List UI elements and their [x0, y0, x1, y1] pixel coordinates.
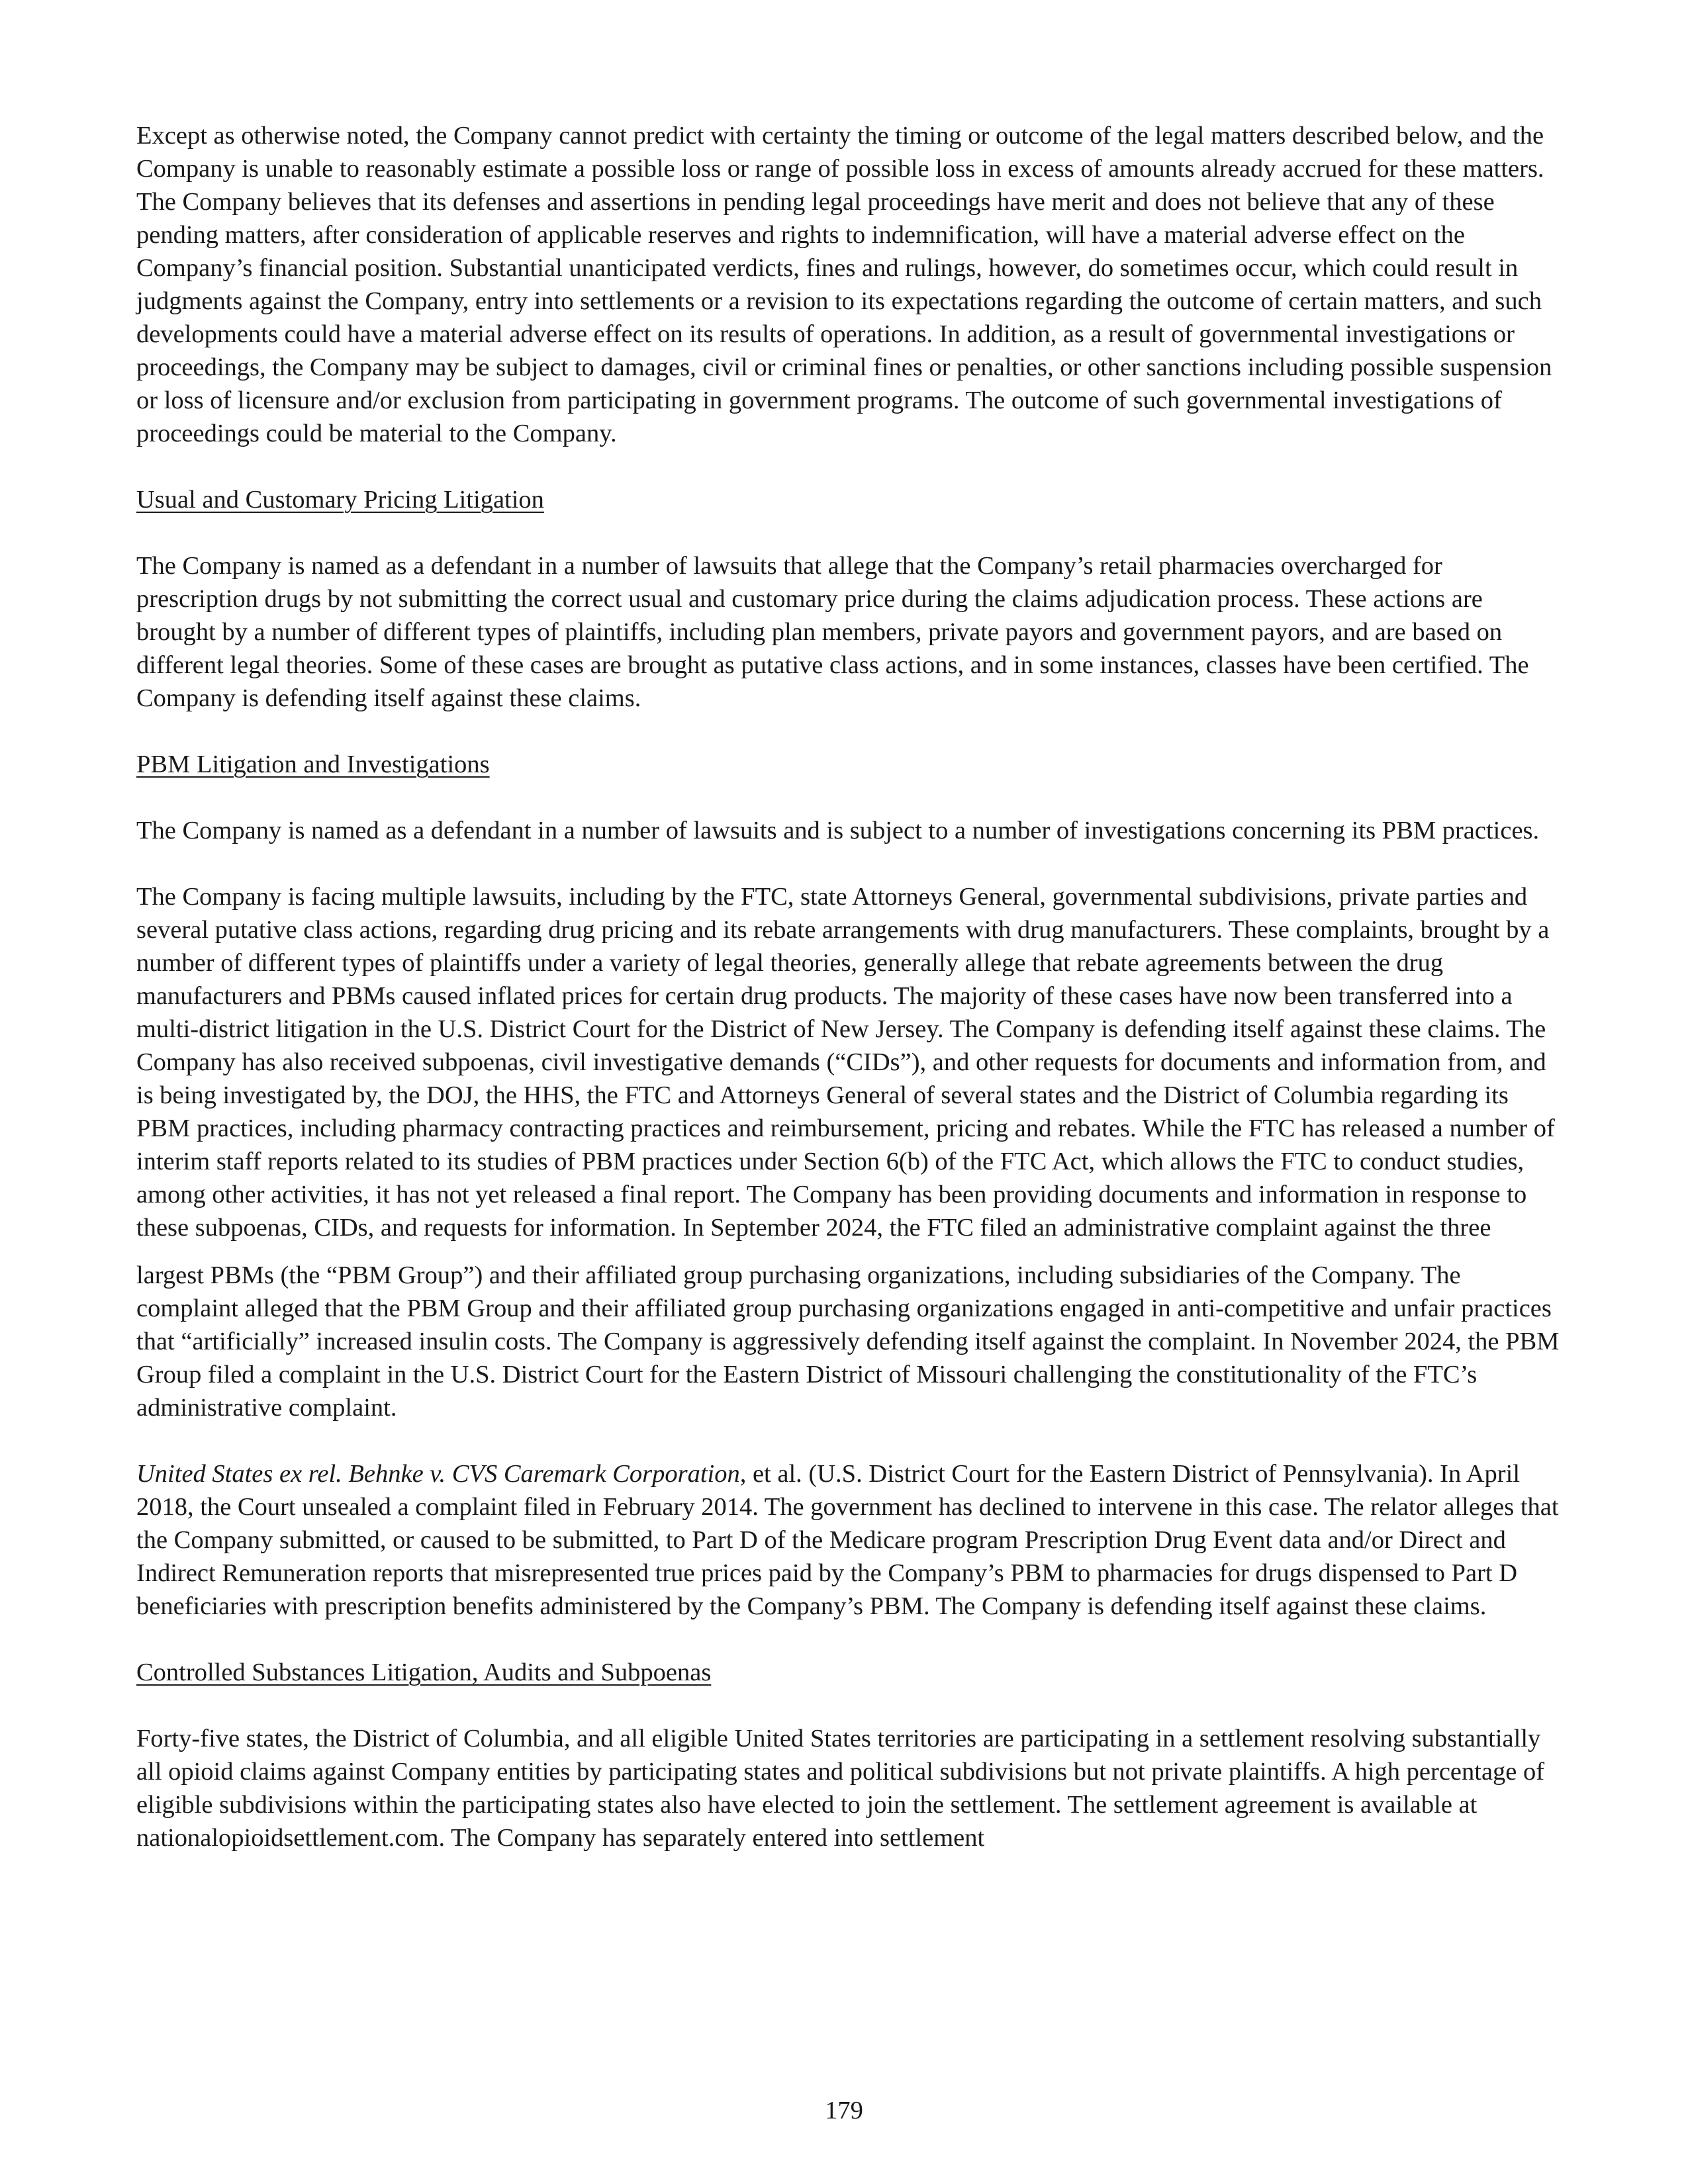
case-name: United States ex rel. Behnke v. CVS Caremark Corporation,: [136, 1460, 747, 1488]
paragraph-behnke: [136, 1457, 1560, 1623]
paragraph-pbm-group: largest PBMs (the “PBM Group”) and their affiliated group purchasing organizations, including subsidiaries of the Company. The complaint alleged that the PBM Group and their affiliated group purchasing organizations engaged in anti-competitive and unfair practices that “artificially” increased insulin costs. The Company is aggressively defending itself against the complaint. In November 2024, the PBM Group filed a complaint in the U.S. District Court for the Eastern District of Missouri challenging the constitutionality of the FTC’s administrative complaint.: [136, 1261, 1560, 1422]
page-number: 179: [825, 2097, 863, 2124]
paragraph-opioid: Forty-five states, the District of Columbia, and all eligible United States territories are participating in a settlement resolving substantially all opioid claims against Company entities by participating states and political subdivisions but not private plaintiffs. A high percentage of eligible subdivisions within the participating states also have elected to join the settlement. The settlement agreement is available at nationalopioidsettlement.com. The Company has separately entered into settlement: [136, 1725, 1545, 1852]
paragraph-pbm-lawsuits: The Company is facing multiple lawsuits, including by the FTC, state Attorneys General, governmental subdivisions, private parties and several putative class actions, regarding drug pricing and its rebate arrangements with drug manufacturers. These complaints, brought by a number of different types of plaintiffs under a variety of legal theories, generally allege that rebate agreements between the drug manufacturers and PBMs caused inflated prices for certain drug products. The majority of these cases have now been transferred into a multi-district litigation in the U.S. District Court for the District of New Jersey. The Company is defending itself against these claims. The Company has also received subpoenas, civil investigative demands (“CIDs”), and other requests for documents and information from, and is being investigated by, the DOJ, the HHS, the FTC and Attorneys General of several states and the District of Columbia regarding its PBM practices, including pharmacy contracting practices and reimbursement, pricing and rebates. While the FTC has released a number of interim staff reports related to its studies of PBM practices under Section 6(b) of the FTC Act, which allows the FTC to conduct studies, among other activities, it has not yet released a final report. The Company has been providing documents and information in response to these subpoenas, CIDs, and requests for information. In September 2024, the FTC filed an administrative complaint against the three: [136, 883, 1555, 1242]
paragraph-intro: Except as otherwise noted, the Company cannot predict with certainty the timing or outcome of the legal matters described below, and the Company is unable to reasonably estimate a possible loss or range of possible loss in excess of amounts already accrued for these matters. The Company believes that its defenses and assertions in pending legal proceedings have merit and does not believe that any of these pending matters, after consideration of applicable reserves and rights to indemnification, will have a material adverse effect on the Company’s financial position. Substantial unanticipated verdicts, fines and rulings, however, do sometimes occur, which could result in judgments against the Company, entry into settlements or a revision to its expectations regarding the outcome of certain matters, and such developments could have a material adverse effect on its results of operations. In addition, as a result of governmental investigations or proceedings, the Company may be subject to damages, civil or criminal fines or penalties, or other sanctions including possible suspension or loss of licensure and/or exclusion from participating in government programs. The outcome of such governmental investigations of proceedings could be material to the Company.: [136, 122, 1552, 447]
heading-usual-customary: Usual and Customary Pricing Litigation: [136, 486, 544, 514]
behnke-body: et al. (U.S. District Court for the Eastern District of Pennsylvania). In April 2018, the Court unsealed a complaint filed in February 2014. The government has declined to intervene in this case. The relator alleges that the Company submitted, or caused to be submitted, to Part D of the Medicare program Prescription Drug Event data and/or Direct and Indirect Remuneration reports that misrepresented true prices paid by the Company’s PBM to pharmacies for drugs dispensed to Part D beneficiaries with prescription benefits administered by the Company’s PBM. The Company is defending itself against these claims.: [136, 1460, 1559, 1620]
document-body: [136, 119, 1560, 1888]
heading-pbm: PBM Litigation and Investigations: [136, 751, 490, 778]
paragraph-usual-customary: The Company is named as a defendant in a number of lawsuits that allege that the Company’s retail pharmacies overcharged for prescription drugs by not submitting the correct usual and customary price during the claims adjudication process. These actions are brought by a number of different types of plaintiffs, including plan members, private payors and government payors, and are based on different legal theories. Some of these cases are brought as putative class actions, and in some instances, classes have been certified. The Company is defending itself against these claims.: [136, 552, 1529, 712]
heading-controlled-substances: Controlled Substances Litigation, Audits and Subpoenas: [136, 1659, 712, 1686]
paragraph-pbm-intro: The Company is named as a defendant in a number of lawsuits and is subject to a number of investigations concerning its PBM practices.: [136, 817, 1540, 844]
